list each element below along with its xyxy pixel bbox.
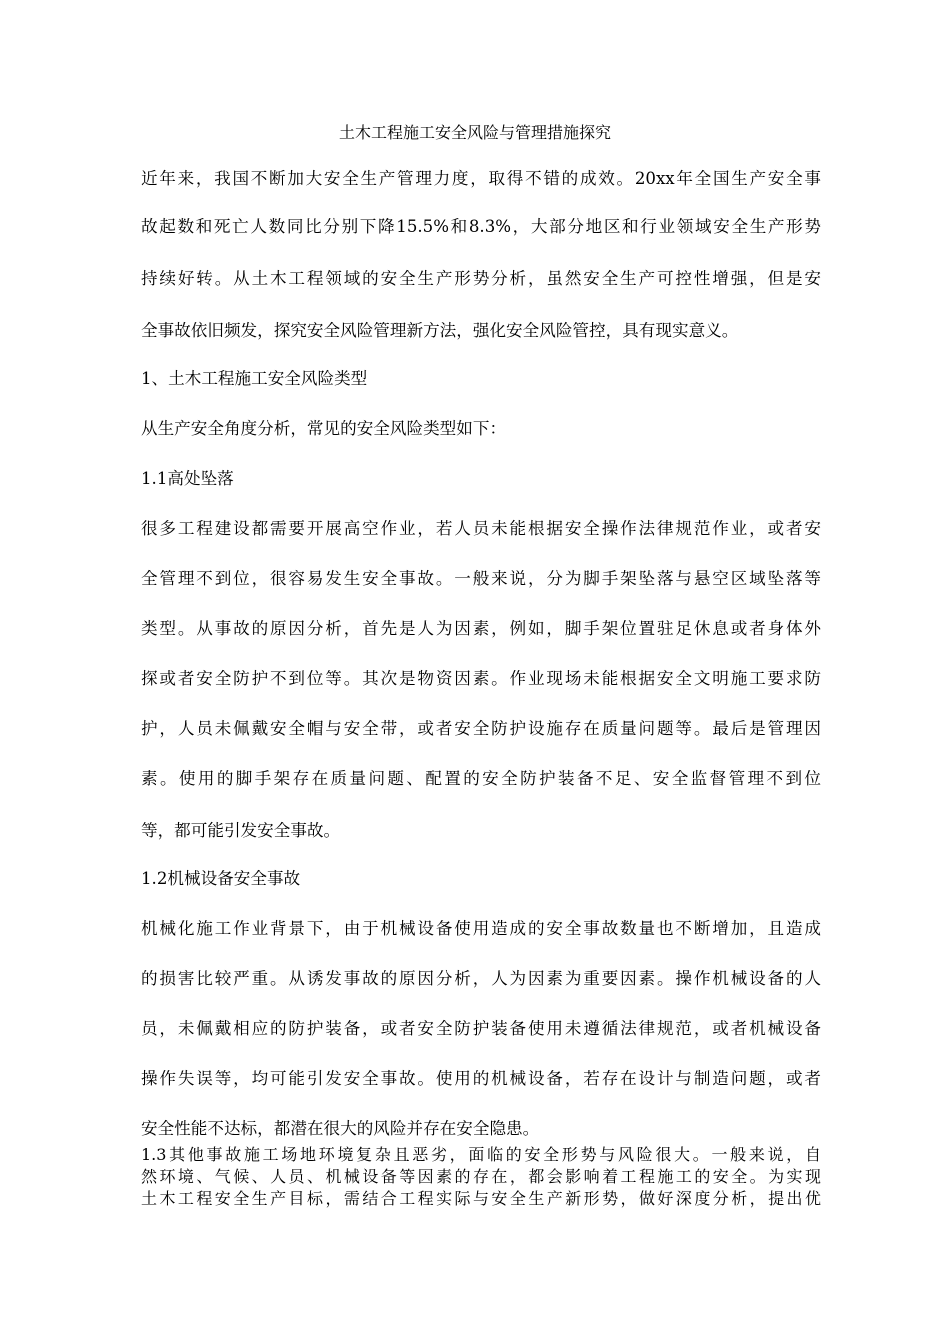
paragraph-line: 很多工程建设都需要开展高空作业，若人员未能根据安全操作法律规范作业，或者安 [141,519,821,538]
paragraph-line: 故起数和死亡人数同比分别下降15.5%和8.3%，大部分地区和行业领域安全生产形势 [141,217,821,236]
paragraph-line: 操作失误等，均可能引发安全事故。使用的机械设备，若存在设计与制造问题，或者 [141,1069,821,1088]
subsection-heading: 1.1高处坠落 [141,469,234,488]
paragraph-line: 探或者安全防护不到位等。其次是物资因素。作业现场未能根据安全文明施工要求防 [141,669,821,688]
subsection-heading: 1.2机械设备安全事故 [141,869,301,888]
paragraph-line: 近年来，我国不断加大安全生产管理力度，取得不错的成效。20xx年全国生产安全事 [141,169,821,188]
paragraph-line: 机械化施工作业背景下，由于机械设备使用造成的安全事故数量也不断增加，且造成 [141,919,821,938]
paragraph-line: 素。使用的脚手架存在质量问题、配置的安全防护装备不足、安全监督管理不到位 [141,769,821,788]
paragraph-line: 从生产安全角度分析，常见的安全风险类型如下： [141,419,507,438]
paragraph-line: 1.3其他事故施工场地环境复杂且恶劣，面临的安全形势与风险很大。一般来说，自 [141,1145,821,1164]
paragraph-line: 持续好转。从土木工程领域的安全生产形势分析，虽然安全生产可控性增强，但是安 [141,269,821,288]
section-heading: 1、土木工程施工安全风险类型 [141,369,368,388]
document-title: 土木工程施工安全风险与管理措施探究 [338,123,611,142]
paragraph-line: 土木工程安全生产目标，需结合工程实际与安全生产新形势，做好深度分析，提出优 [141,1189,821,1208]
paragraph-line: 护，人员未佩戴安全帽与安全带，或者安全防护设施存在质量问题等。最后是管理因 [141,719,821,738]
paragraph-line: 员，未佩戴相应的防护装备，或者安全防护装备使用未遵循法律规范，或者机械设备 [141,1019,821,1038]
paragraph-line: 类型。从事故的原因分析，首先是人为因素，例如，脚手架位置驻足休息或者身体外 [141,619,821,638]
paragraph-line: 全管理不到位，很容易发生安全事故。一般来说，分为脚手架坠落与悬空区域坠落等 [141,569,821,588]
paragraph-line: 等，都可能引发安全事故。 [141,821,341,840]
paragraph-line: 全事故依旧频发，探究安全风险管理新方法，强化安全风险管控，具有现实意义。 [141,321,739,340]
paragraph-line: 然环境、气候、人员、机械设备等因素的存在，都会影响着工程施工的安全。为实现 [141,1167,821,1186]
paragraph-line: 安全性能不达标，都潜在很大的风险并存在安全隐患。 [141,1119,540,1138]
paragraph-line: 的损害比较严重。从诱发事故的原因分析，人为因素为重要因素。操作机械设备的人 [141,969,821,988]
